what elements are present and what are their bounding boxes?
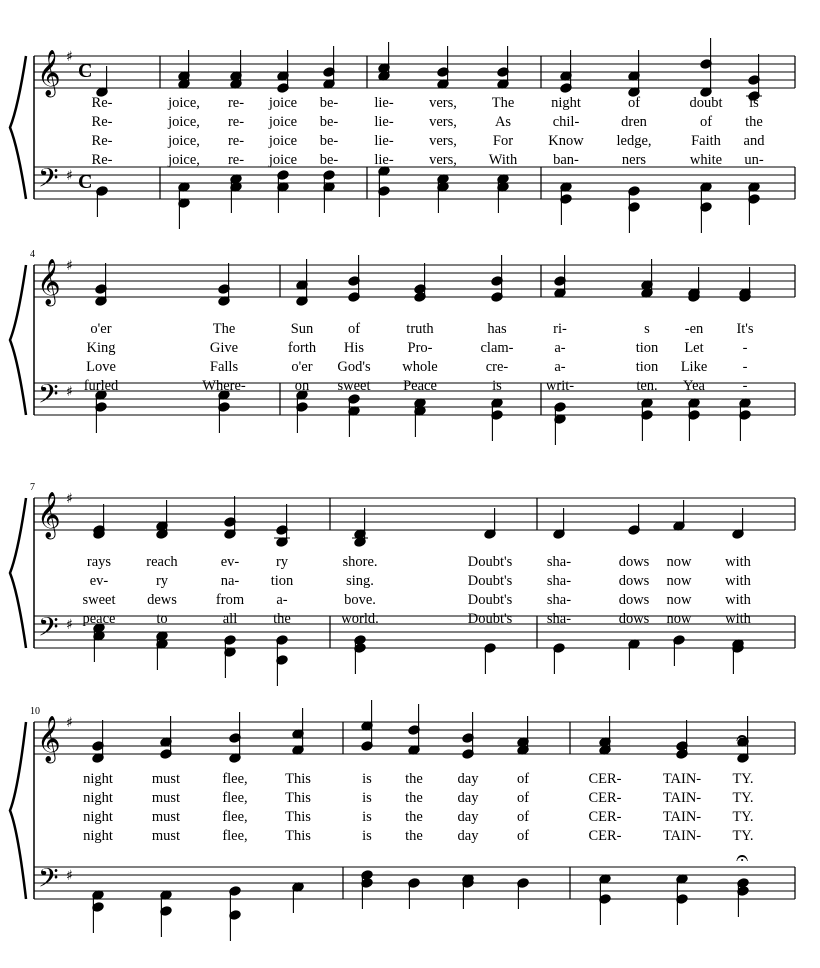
lyric-syllable: sha- [546,592,572,608]
lyric-syllable: joice [268,152,298,168]
treble-clef: 𝄞 [37,716,61,762]
lyric-syllable: un- [744,152,764,168]
lyric-syllable: dows [618,611,650,627]
lyric-syllable: day [457,828,479,844]
lyric-syllable: night [83,828,113,844]
lyric-syllable: is [362,828,372,844]
lyric-syllable: King [86,340,116,356]
lyric-syllable: s [644,321,650,337]
lyric-syllable: It's [736,321,754,337]
lyric-syllable: - [742,340,748,356]
lyric-syllable: ry [155,573,169,589]
lyric-syllable: be- [319,133,339,149]
lyric-syllable: the [405,828,423,844]
lyric-syllable: na- [220,573,240,589]
lyric-syllable: joice, [168,114,200,130]
lyric-syllable: o'er [291,359,313,375]
lyric-syllable: must [151,790,181,806]
lyric-syllable: a- [554,359,566,375]
lyric-syllable: TAIN- [662,771,702,787]
lyric-syllable: Like [680,359,708,375]
brace [10,722,26,899]
lyric-syllable: ban- [553,152,579,168]
lyric-syllable: a- [276,592,288,608]
lyric-syllable: is [362,790,372,806]
lyric-syllable: Faith [691,133,721,149]
lyric-syllable: of [627,95,641,111]
lyric-syllable: be- [319,152,339,168]
lyric-syllable: and [743,133,765,149]
lyric-syllable: ry [275,554,289,570]
lyric-syllable: ri- [553,321,567,337]
lyric-syllable: tion [270,573,294,589]
bass-clef: 𝄢 [38,611,59,649]
lyric-syllable: is [362,771,372,787]
lyric-syllable: CER- [588,828,622,844]
lyric-syllable: with [725,554,751,570]
lyric-syllable: Sun [290,321,314,337]
lyric-syllable: from [215,592,245,608]
lyric-syllable: o'er [90,321,112,337]
lyric-syllable: the [405,790,423,806]
lyric-syllable: re- [227,152,245,168]
lyric-syllable: Pro- [407,340,433,356]
lyric-syllable: joice [268,133,298,149]
lyric-syllable: This [285,771,311,787]
lyric-syllable: Re- [91,114,113,130]
lyric-syllable: day [457,809,479,825]
lyric-syllable: TAIN- [662,790,702,806]
lyric-syllable: As [494,114,512,130]
lyric-syllable: furled [83,378,119,394]
key-sharp: ♯ [66,868,73,884]
lyric-syllable: This [285,828,311,844]
lyric-syllable: flee, [222,771,248,787]
lyric-syllable: Doubt's [467,573,513,589]
lyric-syllable: forth [287,340,317,356]
lyric-syllable: Peace [403,378,437,394]
key-sharp: ♯ [66,715,73,731]
lyric-syllable: doubt [689,95,723,111]
time-signature: C [78,171,93,193]
key-sharp: ♯ [66,49,73,65]
lyric-syllable: Let [684,340,704,356]
lyric-syllable: sha- [546,573,572,589]
lyric-syllable: all [222,611,238,627]
lyric-syllable: vers, [429,152,457,168]
brace [10,265,26,415]
lyric-syllable: vers, [429,114,457,130]
lyric-syllable: Love [86,359,116,375]
lyric-syllable: lie- [374,133,394,149]
lyric-syllable: the [405,771,423,787]
lyric-syllable: vers, [429,133,457,149]
lyric-syllable: TY. [732,809,754,825]
fermata-icon: 𝄐 [736,726,749,751]
lyric-syllable: joice, [168,95,200,111]
lyric-syllable: The [212,321,236,337]
brace [10,56,26,199]
lyric-syllable: TY. [732,790,754,806]
lyric-syllable: - [742,378,748,394]
lyric-syllable: Give [209,340,239,356]
lyric-syllable: dows [618,573,650,589]
lyric-syllable: world. [341,611,379,627]
lyric-syllable: on [294,378,310,394]
lyric-syllable: with [725,573,751,589]
key-sharp: ♯ [66,384,73,400]
lyric-syllable: is [492,378,502,394]
lyric-syllable: TAIN- [662,828,702,844]
lyric-syllable: dows [618,592,650,608]
treble-clef: 𝄞 [37,492,61,538]
lyric-syllable: God's [337,359,371,375]
lyric-syllable: with [725,592,751,608]
lyric-syllable: The [491,95,515,111]
lyric-syllable: the [273,611,291,627]
lyric-syllable: For [492,133,514,149]
lyric-syllable: lie- [374,95,394,111]
lyric-syllable: sweet [337,378,371,394]
lyric-syllable: sha- [546,611,572,627]
lyric-syllable: bove. [344,592,376,608]
lyric-syllable: day [457,790,479,806]
lyric-syllable: clam- [480,340,514,356]
lyric-syllable: ledge, [616,133,652,149]
lyric-syllable: ev- [89,573,109,589]
lyric-syllable: dews [147,592,177,608]
lyric-syllable: writ- [545,378,575,394]
lyric-syllable: now [666,554,692,570]
lyric-syllable: Re- [91,133,113,149]
lyric-syllable: Yea [683,378,705,394]
lyric-syllable: night [83,771,113,787]
measure-number: 10 [30,706,40,717]
bass-clef: 𝄢 [38,862,59,900]
lyric-syllable: the [745,114,763,130]
measure-number: 7 [30,482,35,493]
lyric-syllable: TAIN- [662,809,702,825]
lyric-syllable: joice, [168,152,200,168]
key-sharp: ♯ [66,617,73,633]
fermata-icon: 𝄐 [736,846,749,871]
lyric-syllable: white [689,152,723,168]
lyric-syllable: re- [227,133,245,149]
lyric-syllable: of [347,321,361,337]
lyric-syllable: This [285,790,311,806]
lyric-syllable: with [725,611,751,627]
treble-clef: 𝄞 [37,259,61,305]
lyric-syllable: be- [319,114,339,130]
lyric-syllable: Re- [91,152,113,168]
lyric-syllable: chil- [552,114,580,130]
lyric-syllable: sweet [82,592,116,608]
lyric-syllable: Doubt's [467,611,513,627]
lyric-syllable: of [516,771,530,787]
lyric-syllable: a- [554,340,566,356]
lyric-syllable: night [83,809,113,825]
lyric-syllable: Falls [209,359,239,375]
lyric-syllable: joice [268,95,298,111]
key-sharp: ♯ [66,491,73,507]
lyric-syllable: truth [406,321,434,337]
treble-clef: 𝄞 [37,50,61,96]
lyric-syllable: flee, [222,828,248,844]
brace [10,498,26,648]
lyric-syllable: of [516,809,530,825]
lyric-syllable: night [551,95,581,111]
lyric-syllable: shore. [342,554,378,570]
lyric-syllable: lie- [374,152,394,168]
lyric-syllable: is [362,809,372,825]
lyric-syllable: Re- [91,95,113,111]
lyric-syllable: of [516,828,530,844]
lyric-syllable: ten. [636,378,658,394]
lyric-syllable: now [666,573,692,589]
lyric-syllable: Know [548,133,584,149]
lyric-syllable: must [151,828,181,844]
lyric-syllable: day [457,771,479,787]
lyric-syllable: dows [618,554,650,570]
lyric-syllable: reach [146,554,178,570]
lyric-syllable: be- [319,95,339,111]
lyric-syllable: tion [635,340,659,356]
lyric-syllable: must [151,771,181,787]
lyric-syllable: rays [86,554,112,570]
lyric-syllable: flee, [222,790,248,806]
lyric-syllable: With [488,152,518,168]
lyric-syllable: Doubt's [467,554,513,570]
lyric-syllable: - [742,359,748,375]
lyric-syllable: tion [635,359,659,375]
lyric-syllable: must [151,809,181,825]
lyric-syllable: is [749,95,759,111]
lyric-syllable: the [405,809,423,825]
measure-number: 4 [30,249,35,260]
lyric-syllable: CER- [588,809,622,825]
lyric-syllable: joice, [168,133,200,149]
lyric-syllable: whole [402,359,438,375]
lyric-syllable: now [666,592,692,608]
key-sharp: ♯ [66,168,73,184]
lyric-syllable: vers, [429,95,457,111]
lyric-syllable: This [285,809,311,825]
key-sharp: ♯ [66,258,73,274]
lyric-syllable: cre- [485,359,509,375]
lyric-syllable: to [156,611,168,627]
lyric-syllable: now [666,611,692,627]
lyric-syllable: His [343,340,365,356]
bass-clef: 𝄢 [38,162,59,200]
lyric-syllable: peace [82,611,116,627]
lyric-syllable: sha- [546,554,572,570]
lyric-syllable: re- [227,95,245,111]
time-signature: C [78,60,93,82]
lyric-syllable: flee, [222,809,248,825]
lyric-syllable: lie- [374,114,394,130]
lyric-syllable: CER- [588,790,622,806]
lyric-syllable: -en [684,321,704,337]
lyric-syllable: Where- [202,378,246,394]
lyric-syllable: TY. [732,771,754,787]
lyric-syllable: joice [268,114,298,130]
lyric-syllable: TY. [732,828,754,844]
lyric-syllable: ev- [220,554,240,570]
lyric-syllable: re- [227,114,245,130]
lyric-syllable: sing. [346,573,374,589]
bass-clef: 𝄢 [38,378,59,416]
lyric-syllable: CER- [588,771,622,787]
lyric-syllable: of [699,114,713,130]
lyric-syllable: of [516,790,530,806]
lyric-syllable: has [487,321,507,337]
lyric-syllable: Doubt's [467,592,513,608]
lyric-syllable: dren [621,114,647,130]
lyric-syllable: night [83,790,113,806]
lyric-syllable: ners [621,152,647,168]
